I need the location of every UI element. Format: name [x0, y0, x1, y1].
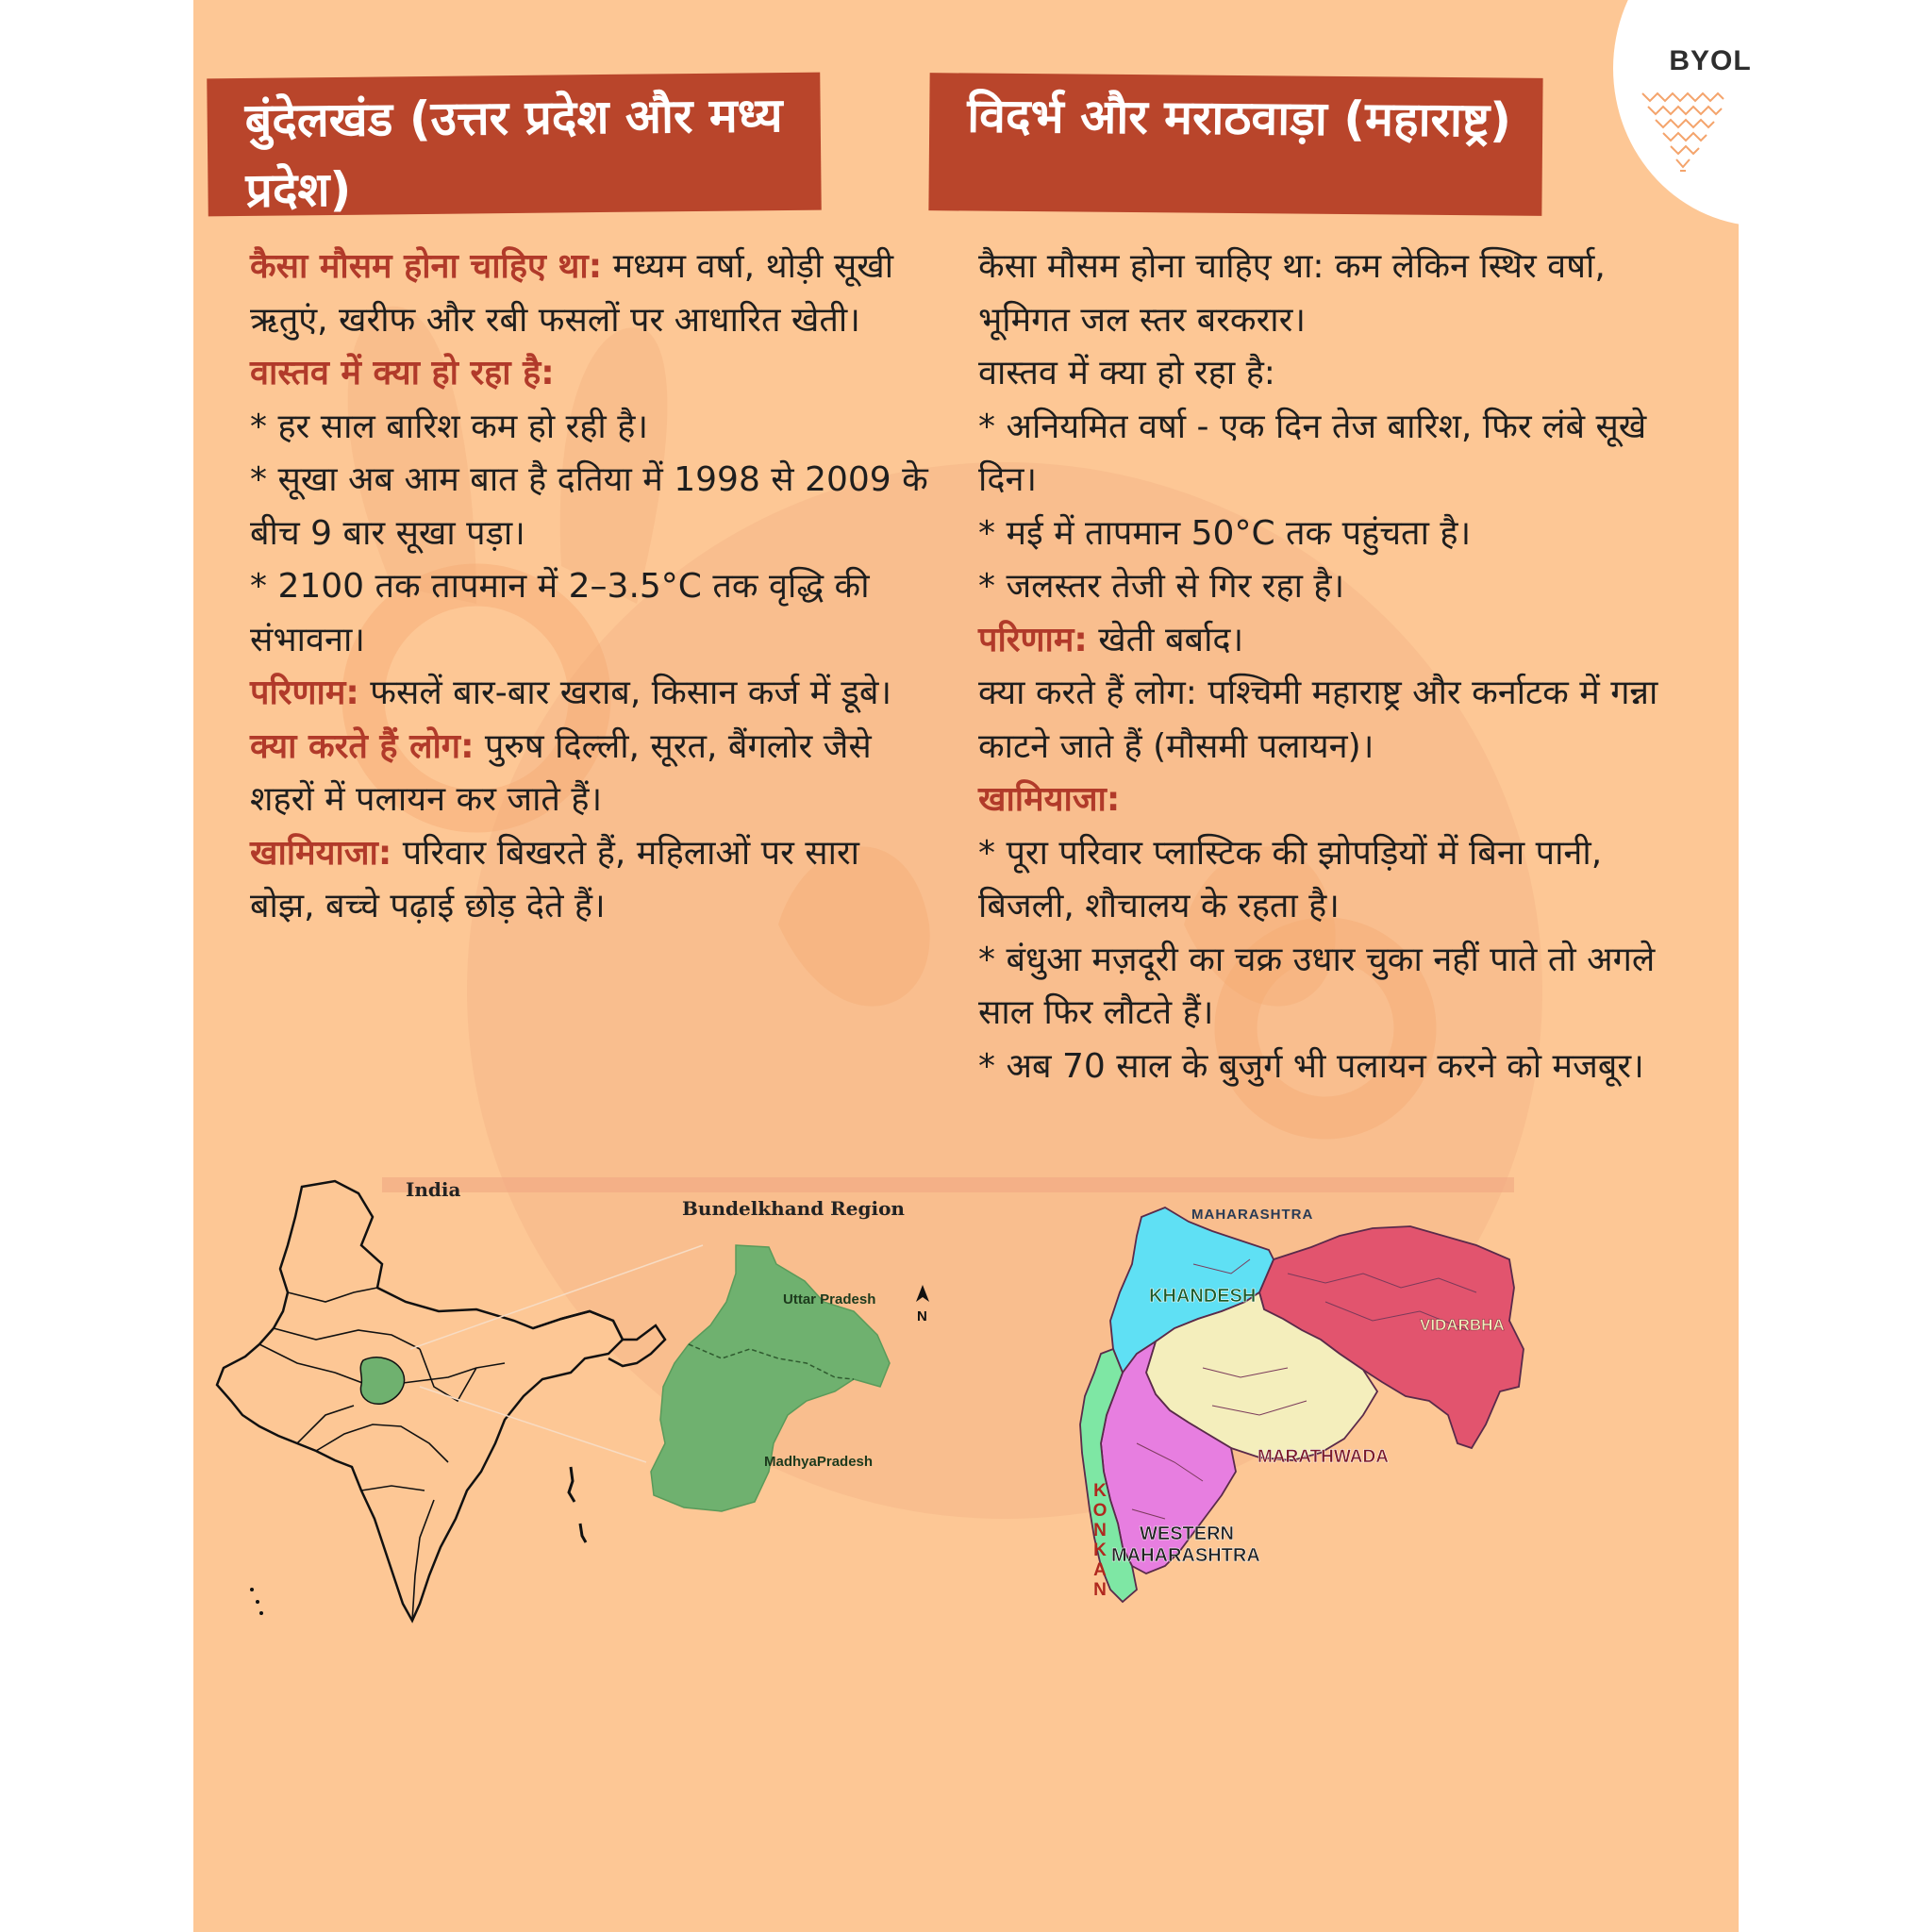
- maharashtra-title: MAHARASHTRA: [1191, 1207, 1314, 1223]
- left-column: [250, 241, 929, 934]
- right-reality-2: * मई में तापमान 50°C तक पहुंचता है।: [978, 513, 1472, 553]
- right-reality-line: वास्तव में क्या हो रहा है:: [978, 354, 1275, 392]
- left-weather-text: मध्यम वर्षा, थोड़ी सूखी ऋतुएं, खरीफ और रबी फसलों पर आधारित खेती।: [250, 247, 894, 340]
- left-reality-2: * सूखा अब आम बात है दतिया में 1998 से 2009 के बीच 9 बार सूखा पड़ा।: [250, 460, 928, 553]
- right-cost-3: * अब 70 साल के बुजुर्ग भी पलायन करने को मजबूर।: [978, 1046, 1644, 1086]
- triangle-pattern-icon: [1639, 90, 1727, 176]
- marathwada-label: MARATHWADA: [1257, 1447, 1389, 1467]
- maps-area: [193, 1160, 1739, 1689]
- right-result-label: परिणाम:: [978, 620, 1088, 659]
- left-weather-label: कैसा मौसम होना चाहिए था:: [250, 247, 603, 286]
- left-reality-1: * हर साल बारिश कम हो रही है।: [250, 407, 648, 446]
- right-title-banner: विदर्भ और मराठवाड़ा (महाराष्ट्र): [928, 73, 1542, 216]
- madhya-pradesh-label: MadhyaPradesh: [764, 1454, 874, 1470]
- right-cost-1: * पूरा परिवार प्लास्टिक की झोपड़ियों में बिना पानी, बिजली, शौचालय के रहता है।: [978, 833, 1603, 925]
- north-arrow-icon: [916, 1285, 929, 1302]
- left-cost-label: खामियाजा:: [250, 833, 392, 873]
- right-result: [978, 614, 1695, 668]
- right-result-text: खेती बर्बाद।: [1087, 620, 1244, 659]
- left-result-text: फसलें बार-बार खराब, किसान कर्ज में डूबे।: [358, 674, 892, 712]
- right-cost-label: खामियाजा:: [978, 780, 1121, 819]
- vidarbha-label: VIDARBHA: [1420, 1316, 1505, 1334]
- right-column: [978, 241, 1695, 1093]
- left-weather: [250, 241, 929, 347]
- left-people-text: पुरुष दिल्ली, सूरत, बैंगलोर जैसे शहरों में पलायन कर जाते हैं।: [250, 726, 872, 819]
- left-cost: [250, 827, 929, 934]
- left-reality-label: वास्तव में क्या हो रहा है:: [250, 354, 555, 392]
- bundelkhand-region-title: Bundelkhand Region: [682, 1197, 905, 1220]
- left-people: [250, 721, 929, 827]
- left-people-label: क्या करते हैं लोग:: [250, 726, 475, 766]
- left-result: [250, 667, 929, 721]
- right-people: क्या करते हैं लोग: पश्चिमी महाराष्ट्र और कर्नाटक में गन्ना काटने जाते हैं (मौसमी पलायन)।: [978, 674, 1658, 766]
- konkan-label: KONKAN: [1090, 1481, 1110, 1600]
- bundelkhand-region-map: [651, 1245, 890, 1511]
- left-reality-3: * 2100 तक तापमान में 2–3.5°C तक वृद्धि की संभावना।: [250, 567, 870, 659]
- poster: [193, 0, 1752, 1932]
- right-reality-3: * जलस्तर तेजी से गिर रहा है।: [978, 567, 1345, 606]
- india-map: [217, 1181, 703, 1621]
- india-label: India: [406, 1178, 461, 1201]
- left-cost-text: परिवार बिखरते हैं, महिलाओं पर सारा बोझ, बच्चे पढ़ाई छोड़ देते हैं।: [250, 833, 859, 925]
- uttar-pradesh-label: Uttar Pradesh: [783, 1291, 876, 1307]
- western-maharashtra-label-2: MAHARASHTRA: [1111, 1545, 1260, 1566]
- right-cost-2: * बंधुआ मज़दूरी का चक्र उधार चुका नहीं पाते तो अगले साल फिर लौटते हैं।: [978, 940, 1656, 1032]
- western-maharashtra-label-1: WESTERN: [1140, 1524, 1234, 1544]
- brand-logo-text: BYOL: [1669, 45, 1752, 76]
- left-result-label: परिणाम:: [250, 674, 359, 712]
- left-title-banner: बुंदेलखंड (उत्तर प्रदेश और मध्य प्रदेश): [207, 73, 821, 217]
- right-reality-1: * अनियमित वर्षा - एक दिन तेज बारिश, फिर लंबे सूखे दिन।: [978, 407, 1647, 499]
- khandesh-label: KHANDESH: [1149, 1286, 1257, 1307]
- right-weather: कैसा मौसम होना चाहिए था: कम लेकिन स्थिर वर्षा, भूमिगत जल स्तर बरकरार।: [978, 247, 1606, 340]
- north-label: N: [917, 1308, 927, 1324]
